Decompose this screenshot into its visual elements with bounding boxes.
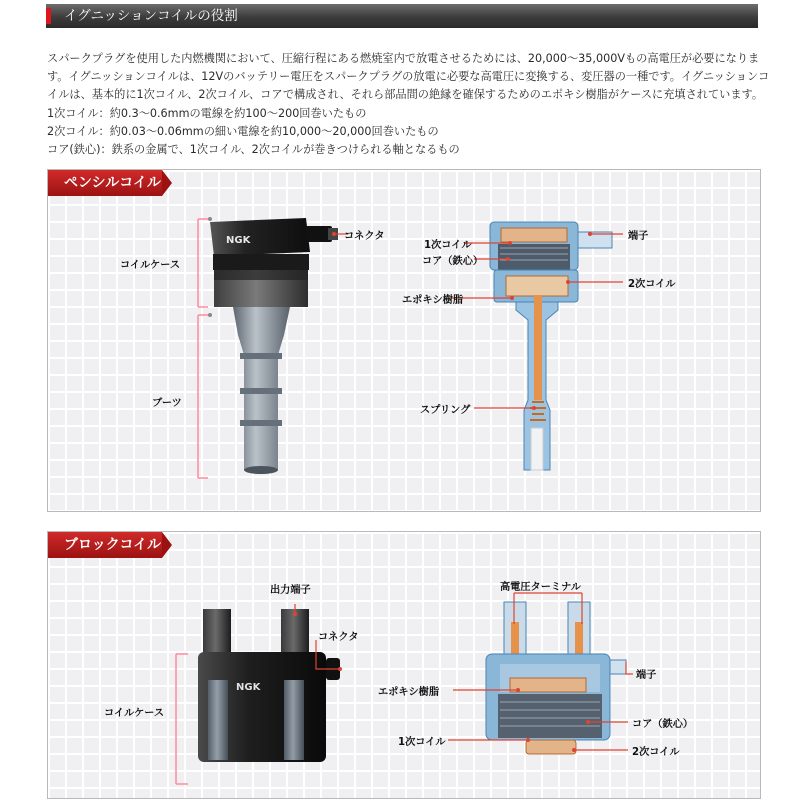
block-coil-illustration [48, 532, 760, 798]
intro-line: コア(鉄心)：鉄系の金属で、1次コイル、2次コイルが巻きつけられる軸となるもの [47, 143, 460, 157]
block-label-secondary: 2次コイル [632, 747, 680, 758]
pencil-coil-panel [47, 169, 761, 512]
pencil-label-primary: 1次コイル [424, 240, 472, 251]
block-coil-panel [47, 531, 761, 799]
section-header [46, 4, 758, 28]
block-label-primary: 1次コイル [398, 737, 446, 748]
section-title: イグニッションコイルの役割 [64, 8, 238, 24]
pencil-label-secondary: 2次コイル [628, 279, 676, 290]
pencil-label-connector: コネクタ [344, 231, 385, 242]
pencil-coil-illustration [48, 170, 760, 511]
block-coil-title: ブロックコイル [48, 532, 162, 558]
pencil-label-core: コア（鉄心） [422, 256, 484, 267]
block-label-hv-terminal: 高電圧ターミナル [500, 582, 581, 593]
block-label-connector: コネクタ [318, 632, 359, 643]
block-label-case: コイルケース [104, 708, 165, 719]
intro-line: 1次コイル：約0.3～0.6mmの電線を約100～200回巻いたもの [47, 106, 367, 120]
intro-line: イルは、基本的に1次コイル、2次コイル、コアで構成され、それら部品間の絶縁を確保するためのエポキシ樹脂がケースに充填されています。 [47, 88, 764, 102]
header-accent-mark [46, 8, 51, 24]
pencil-label-case: コイルケース [120, 260, 181, 271]
block-label-terminal: 端子 [636, 670, 657, 681]
intro-line: 2次コイル：約0.03～0.06mmの細い電線を約10,000～20,000回巻いたもの [47, 124, 439, 138]
pencil-label-boot: ブーツ [152, 398, 182, 409]
block-brand-logo: NGK [236, 682, 261, 693]
pencil-label-terminal: 端子 [628, 231, 649, 242]
block-cutaway-diagram [486, 602, 626, 754]
pencil-label-spring: スプリング [420, 405, 471, 416]
block-label-output: 出力端子 [270, 585, 311, 596]
block-label-core: コア（鉄心） [632, 719, 694, 730]
block-label-epoxy: エポキシ樹脂 [378, 687, 440, 698]
pencil-brand-logo: NGK [226, 235, 251, 246]
pencil-coil-title: ペンシルコイル [48, 170, 162, 196]
intro-line: す。イグニッションコイルは、12Vのバッテリー電圧をスパークプラグの放電に必要な高電圧に変換する、変圧器の一種です。イグニッションコ [47, 70, 770, 84]
intro-line: スパークプラグを使用した内燃機関において、圧縮行程にある燃焼室内で放電させるためには、20,000～35,000Vもの高電圧が必要になりま [47, 52, 760, 65]
intro-text [47, 50, 770, 159]
pencil-label-epoxy: エポキシ樹脂 [402, 295, 464, 306]
